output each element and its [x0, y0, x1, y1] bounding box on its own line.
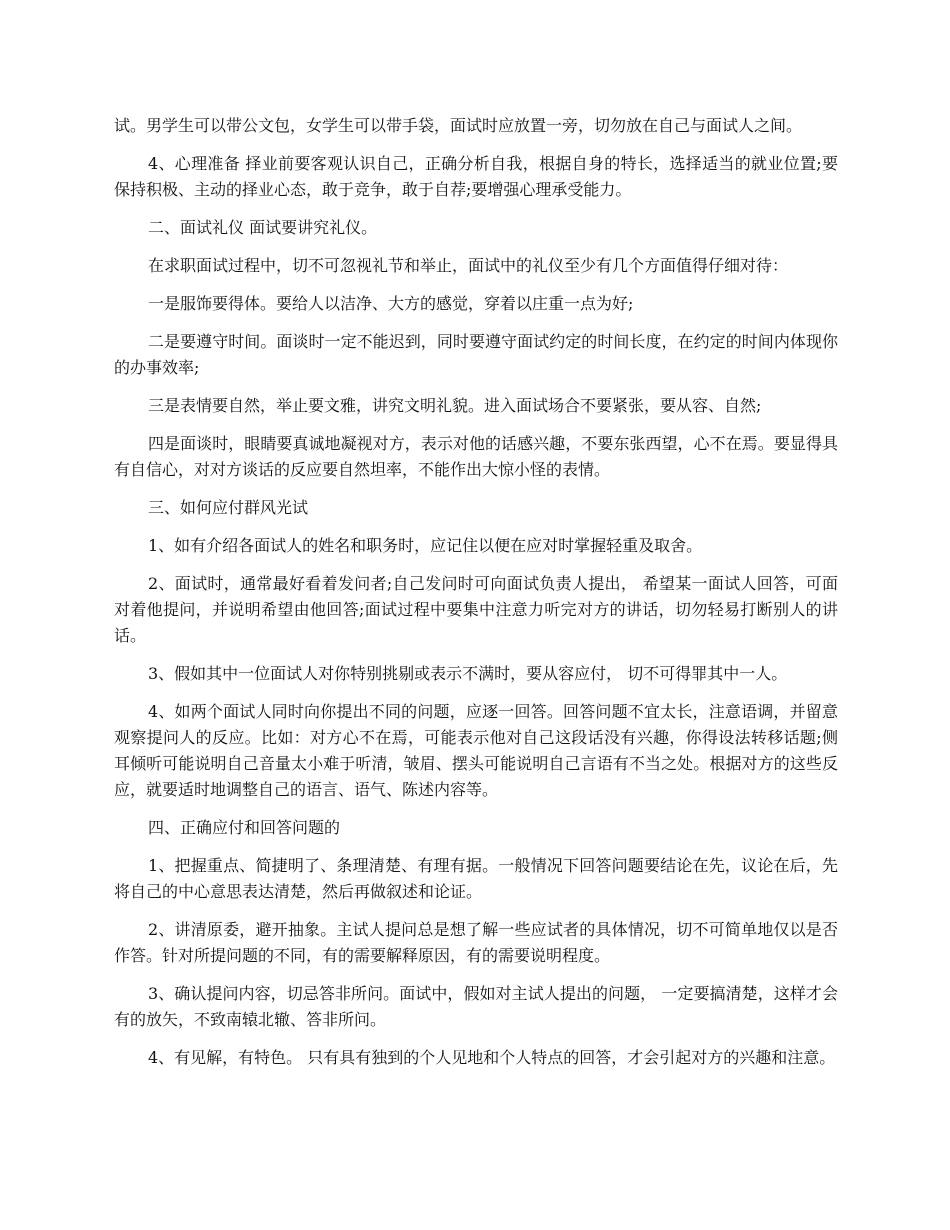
paragraph: 4、有见解，有特色。 只有具有独到的个人见地和个人特点的回答，才会引起对方的兴趣和注意。 — [148, 1048, 836, 1067]
paragraph: 2、面试时，通常最好看着发问者;自己发问时可向面试负责人提出， 希望某一面试人回答，可面对着他提问，并说明希望由他回答;面试过程中要集中注意力听完对方的讲话，切勿轻易打断别人的讲话。 — [114, 574, 838, 645]
paragraph: 2、讲清原委，避开抽象。主试人提问总是想了解一些应试者的具体情况，切不可简单地仅以是否作答。针对所提问题的不同，有的需要解释原因，有的需要说明程度。 — [114, 920, 838, 965]
paragraph: 4、如两个面试人同时向你提出不同的问题，应逐一回答。回答问题不宜太长，注意语调，并留意观察提问人的反应。比如：对方心不在焉，可能表示他对自己这段话没有兴趣，你得设法转移话题;侧耳倾听可能说明自己音量太小难于听清，皱眉、摆头可能说明自己言语有不当之处。根据对方的这些反应，就要适时地调整自己的语言、语气、陈述内容等。 — [114, 702, 838, 799]
section-heading: 三、如何应付群风光试 — [148, 498, 309, 517]
paragraph: 四是面谈时，眼睛要真诚地凝视对方，表示对他的话感兴趣，不要东张西望，心不在焉。要显得具有自信心，对对方谈话的反应要自然坦率，不能作出大惊小怪的表情。 — [114, 434, 838, 479]
paragraph: 1、把握重点、简捷明了、条理清楚、有理有据。一般情况下回答问题要结论在先，议论在后，先将自己的中心意思表达清楚，然后再做叙述和论证。 — [114, 856, 838, 901]
paragraph: 3、假如其中一位面试人对你特别挑剔或表示不满时，要从容应付， 切不可得罪其中一人。 — [148, 664, 788, 683]
paragraph: 二是要遵守时间。面谈时一定不能迟到，同时要遵守面试约定的时间长度，在约定的时间内体现你的办事效率; — [114, 332, 838, 377]
paragraph: 3、确认提问内容，切忌答非所问。面试中，假如对主试人提出的问题， 一定要搞清楚，这样才会有的放矢，不致南辕北辙、答非所问。 — [114, 984, 838, 1029]
paragraph: 在求职面试过程中，切不可忽视礼节和举止，面试中的礼仪至少有几个方面值得仔细对待： — [148, 256, 789, 275]
paragraph: 4、心理准备 择业前要客观认识自己，正确分析自我，根据自身的特长，选择适当的就业位置;要保持积极、主动的择业心态，敢于竞争，敢于自荐;要增强心理承受能力。 — [114, 154, 838, 199]
paragraph: 一是服饰要得体。要给人以洁净、大方的感觉，穿着以庄重一点为好; — [148, 294, 634, 313]
paragraph: 试。男学生可以带公文包，女学生可以带手袋，面试时应放置一旁，切勿放在自己与面试人之间。 — [114, 116, 803, 135]
paragraph: 1、如有介绍各面试人的姓名和职务时，应记住以便在应对时掌握轻重及取舍。 — [148, 536, 703, 555]
paragraph: 三是表情要自然，举止要文雅，讲究文明礼貌。进入面试场合不要紧张，要从容、自然; — [148, 396, 762, 415]
document-body — [114, 113, 838, 1083]
section-heading: 四、正确应付和回答问题的 — [148, 818, 341, 837]
section-heading: 二、面试礼仪 面试要讲究礼仪。 — [148, 218, 378, 237]
